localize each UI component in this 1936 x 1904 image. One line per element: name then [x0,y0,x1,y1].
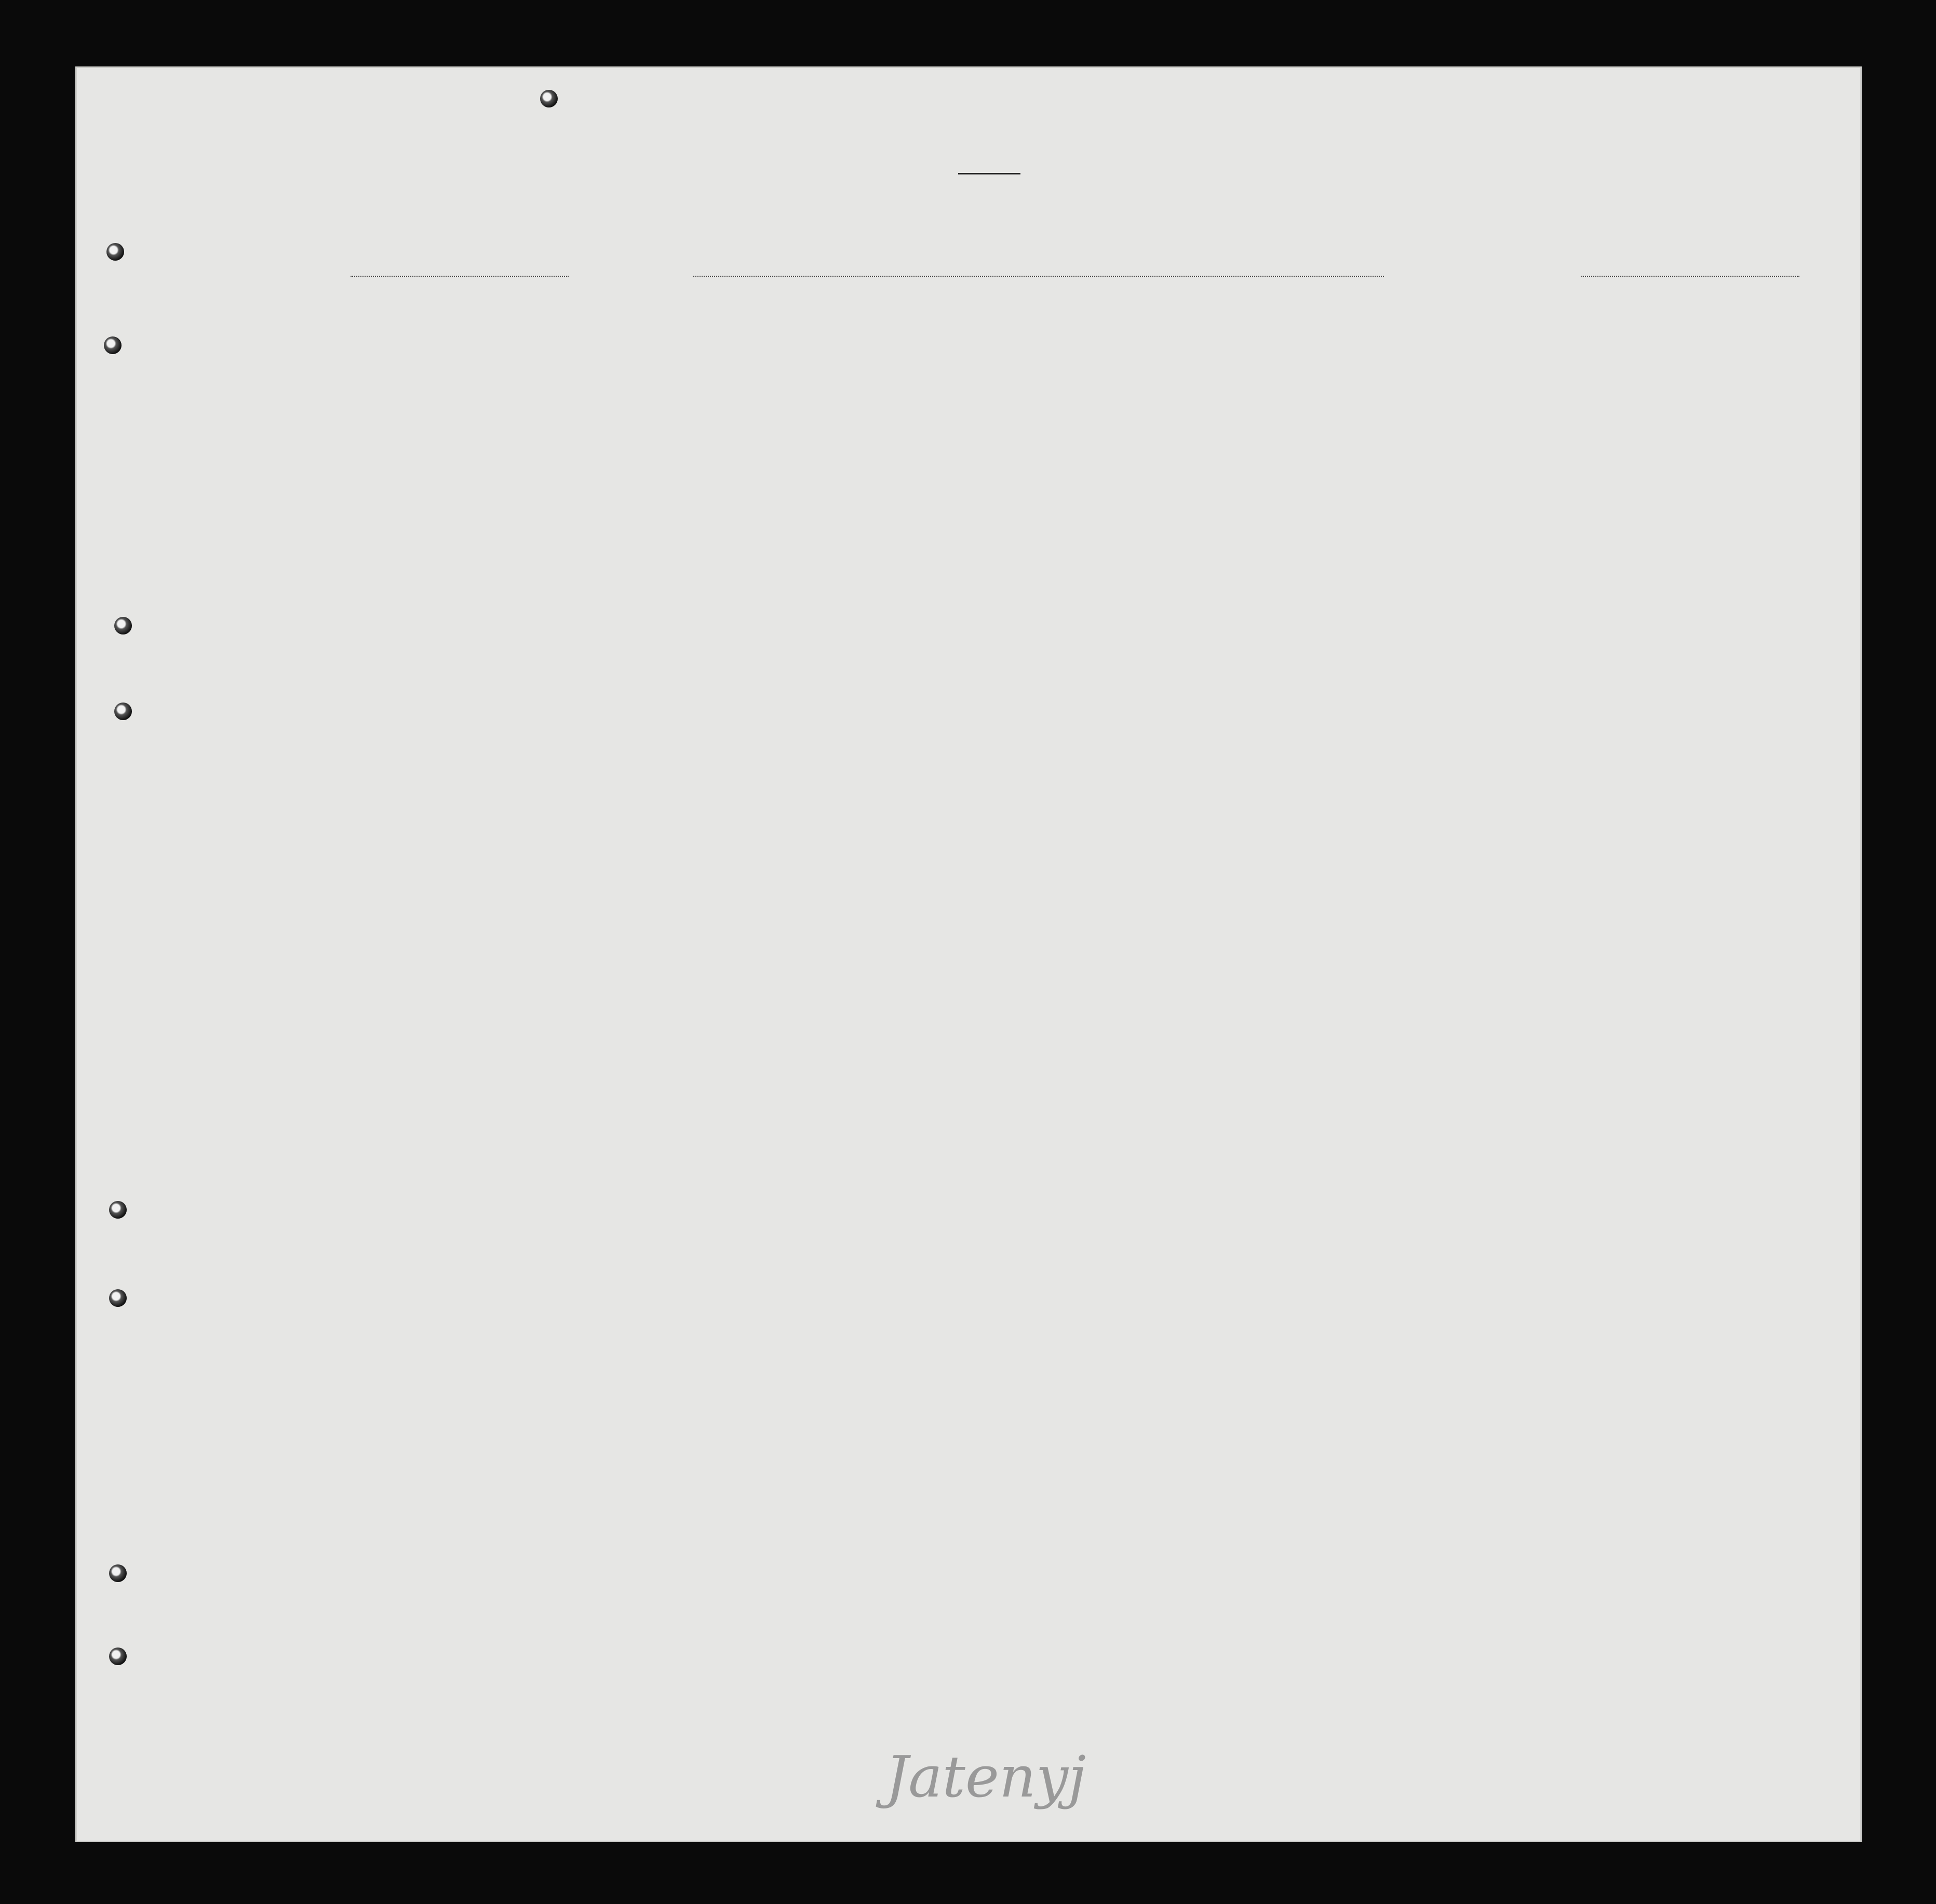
pencil-checkmarks [75,66,1862,1842]
inspector-signature: Jatenyj [885,1744,1086,1810]
manifest-sheet [75,66,1862,1842]
